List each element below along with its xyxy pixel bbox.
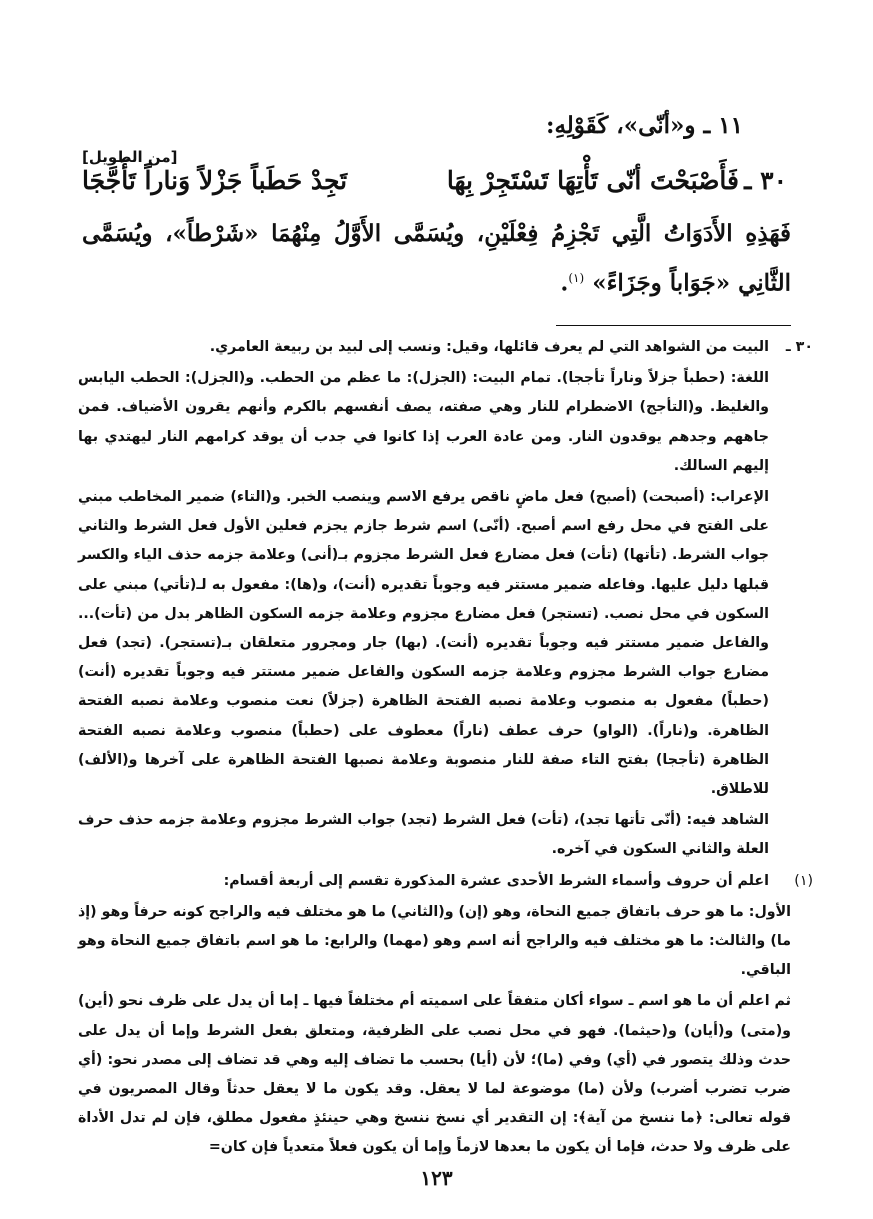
poetry-verse: [82, 166, 787, 206]
meter-label: [من الطويل]: [82, 148, 178, 166]
footnote-30-intro-text: البيت من الشواهد التي لم يعرف قائلها، وقيل: ونسب إلى لبيد بن ربيعة العامري.: [209, 339, 769, 355]
page-number: ١٢٣: [420, 1166, 453, 1190]
footnote-1-intro: [78, 867, 813, 896]
main-paragraph-text: فَهَذِهِ الأَدَوَاتُ الَّتِي تَجْزِمُ فِعْلَيْنِ، ويُسَمَّى الأَوَّلُ مِنْهُمَا «شَرْطاً»، ويُسَمَّى الثَّانِي «جَوَاباً وجَزَاءً»: [82, 220, 791, 297]
section-heading: ١١ ـ و«أنّى»، كَقَوْلِهِ:: [545, 112, 743, 139]
verse-first-hemistich: فَأَصْبَحْتَ أنّى تَأْتِهَا تَسْتَجِرْ بِهَا: [446, 166, 739, 195]
verse-number: ٣٠ ـ: [744, 166, 787, 195]
footnote-reference: (١): [568, 271, 585, 285]
main-paragraph: [82, 212, 791, 306]
footnote-1-details: ثم اعلم أن ما هو اسم ـ سواء أكان متفقاً على اسميته أم مختلفاً فيها ـ إما أن يدل على ظرف نحو (أين) و(متى) و(أيان) و(حيثما). فهو في محل نصب على الظرفية، ومتعلق بفعل الشرط وإما أن يدل على حدث وذلك يتصور في (أي) وفي (ما)؛ لأن (أيا) بحسب ما تضاف إليه وهي قد تضاف إلى مصدر نحو: (أي ضرب تضرب أضرب) ولأن (ما) موضوعة لما لا يعقل. وقد يكون ما لا يعقل حدثاً وقال المصريون في قوله تعالى: ﴿ما ننسخ من آية﴾: إن التقدير أي نسخ ننسخ وهي حينئذٍ مفعول مطلق، فإن لم تدل الأداة على ظرف ولا حدث، فإما أن يكون ما بعدها لازماً وإما أن يكون فعلاً متعدياً فإن كان=: [78, 993, 791, 1156]
footnote-1-marker: (١): [794, 872, 813, 889]
footnotes: [78, 333, 813, 1165]
footnote-divider: [556, 325, 791, 326]
footnote-30-intro: [78, 333, 813, 362]
footnote-30-irab: الإعراب: (أصبحت) (أصبح) فعل ماضٍ ناقص يرفع الاسم وينصب الخبر. و(التاء) ضمير المخاطب مبني على الفتح في محل رفع اسم أصبح. (أنّى) اسم شرط جازم يجزم فعلين الأول فعل الشرط والثاني جواب الشرط. (تأتها) (تأت) فعل مضارع فعل الشرط مجزوم بـ(أنى) وعلامة جزمه حذف الياء والكسر قبلها دليل عليها. وفاعله ضمير مستتر فيه وجوباً تقديره (أنت)، و(ها): مفعول به لـ(تأتي) مبني على السكون في محل نصب. (تستجر) فعل مضارع مجزوم وعلامة جزمه السكون الظاهر بدل من (تأت)... والفاعل ضمير مستتر فيه وجوباً تقديره (أنت). (بها) جار ومجرور متعلقان بـ(تستجر). (تجد) فعل مضارع جواب الشرط مجزوم وعلامة جزمه السكون والفاعل ضمير مستتر فيه وجوباً تقديره (أنت) (حطباً) مفعول به منصوب وعلامة نصبه الفتحة الظاهرة (جزلاً) نعت منصوب وعلامة نصبه الفتحة الظاهرة. و(ناراً). (الواو) حرف عطف (ناراً) معطوف على (حطباً) منصوب وعلامة نصبه الفتحة الظاهرة (تأججا) بفتح التاء صفة للنار منصوبة وعلامة نصبها الفتحة الظاهرة على آخرها و(الألف) للاطلاق.: [78, 489, 769, 798]
footnote-1-intro-text: اعلم أن حروف وأسماء الشرط الأحدى عشرة المذكورة تقسم إلى أربعة أقسام:: [223, 872, 769, 889]
footnote-30-lugha: اللغة: (حطباً جزلاً وناراً تأججا). تمام البيت: (الجزل): ما عظم من الحطب. و(الجزل): الحطب اليابس والغليظ. و(التأجج) الاضطرام للنار وهي صفته، يصف أنفسهم بالكرم وأنهم يقرون الأضياف. فمن جاههم وجدهم يوقدون النار. ومن عادة العرب إذا كانوا في جدب أن يوقد كرامهم النار ليهتدي بها إليهم السالك.: [78, 370, 769, 474]
verse-second-hemistich: تَجِدْ حَطَباً جَزْلاً وَناراً تَأَجَّجَا: [82, 166, 348, 195]
footnote-30-marker: ٣٠ ـ: [785, 339, 813, 355]
full-stop: .: [560, 269, 569, 297]
footnote-30-shahid: الشاهد فيه: (أنّى تأتها تجد)، (تأت) فعل الشرط (تجد) جواب الشرط مجزوم وعلامة جزمه حذف حرف العلة والثاني السكون في آخره.: [78, 812, 769, 858]
footnote-1-classes: الأول: ما هو حرف باتفاق جميع النحاة، وهو (إن) و(الثاني) ما هو مختلف فيه والراجح كونه حرفاً وهو (إذ ما) والثالث: ما هو مختلف فيه والراجح أنه اسم وهو (مهما) والرابع: ما هو اسم باتفاق جميع النحاة وهو الباقي.: [78, 903, 791, 979]
